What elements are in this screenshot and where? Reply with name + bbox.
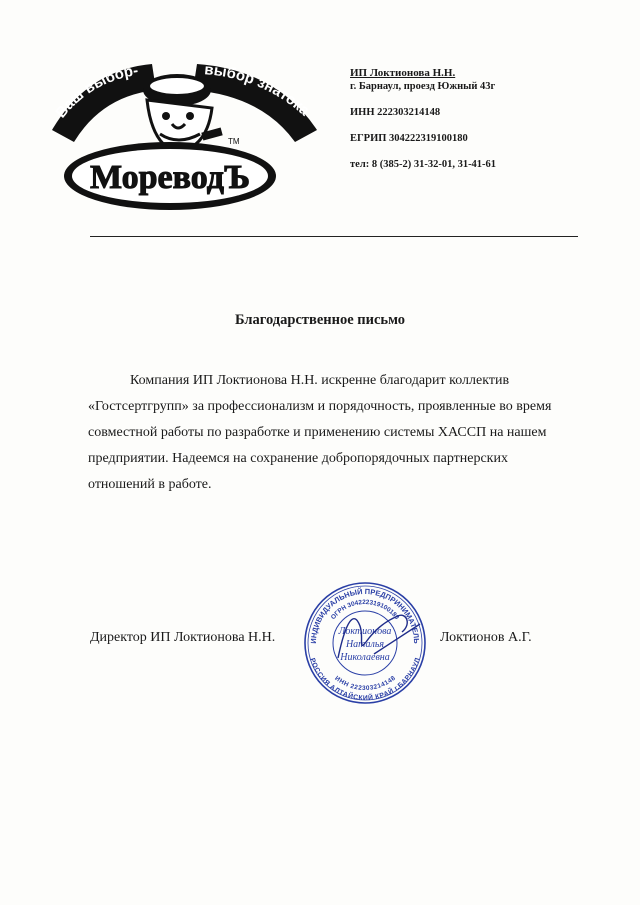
company-egrip: ЕГРИП 304222319100180 <box>350 133 468 144</box>
letter-line: «Гостсертгрупп» за профессионализм и порядочность, проявленные во время <box>88 399 552 414</box>
slogan-left: Ваш выбор- <box>52 61 140 122</box>
contact-block <box>350 66 620 172</box>
stamp-center-firstname: Наталья <box>345 639 385 650</box>
official-stamp <box>302 580 428 706</box>
stamp-center-surname: Локтионова <box>338 626 392 637</box>
letter-line: предприятии. Надеемся на сохранение добропорядочных партнерских <box>88 451 508 466</box>
letter-line: отношений в работе. <box>88 477 212 492</box>
company-phone: тел: 8 (385-2) 31-32-01, 31-41-61 <box>350 159 497 170</box>
letter-line: Компания ИП Локтионова Н.Н. искренне благодарит коллектив <box>130 373 510 388</box>
trademark-mark: TM <box>228 137 240 146</box>
stamp-ring-inn: ИНН 222303214148 <box>333 674 397 693</box>
stamp-ring-ogrn: ОГРН 304222319100180 <box>329 598 401 622</box>
moreevod-logo <box>52 60 317 220</box>
brand-name: МореводЪ <box>89 159 251 196</box>
header-divider <box>90 236 578 237</box>
letter-title: Благодарственное письмо <box>234 312 406 328</box>
signer-name: Локтионов А.Г. <box>440 630 532 645</box>
slogan-right: выбор знатока <box>203 61 313 120</box>
company-name: ИП Локтионова Н.Н. <box>350 67 456 79</box>
letter-body <box>88 368 588 498</box>
stamp-center-patronymic: Николаевна <box>340 652 390 663</box>
company-address: г. Барнаул, проезд Южный 43г <box>350 81 496 92</box>
signer-position: Директор ИП Локтионова Н.Н. <box>90 630 276 645</box>
stamp-ring-top: ИНДИВИДУАЛЬНЫЙ ПРЕДПРИНИМАТЕЛЬ <box>308 586 422 644</box>
company-inn: ИНН 222303214148 <box>350 107 441 118</box>
letter-line: совместной работы по разработке и применению системы ХАССП на нашем <box>88 425 547 440</box>
stamp-ring-bottom: РОССИЯ АЛТАЙСКИЙ КРАЙ г.БАРНАУЛ <box>308 657 422 703</box>
